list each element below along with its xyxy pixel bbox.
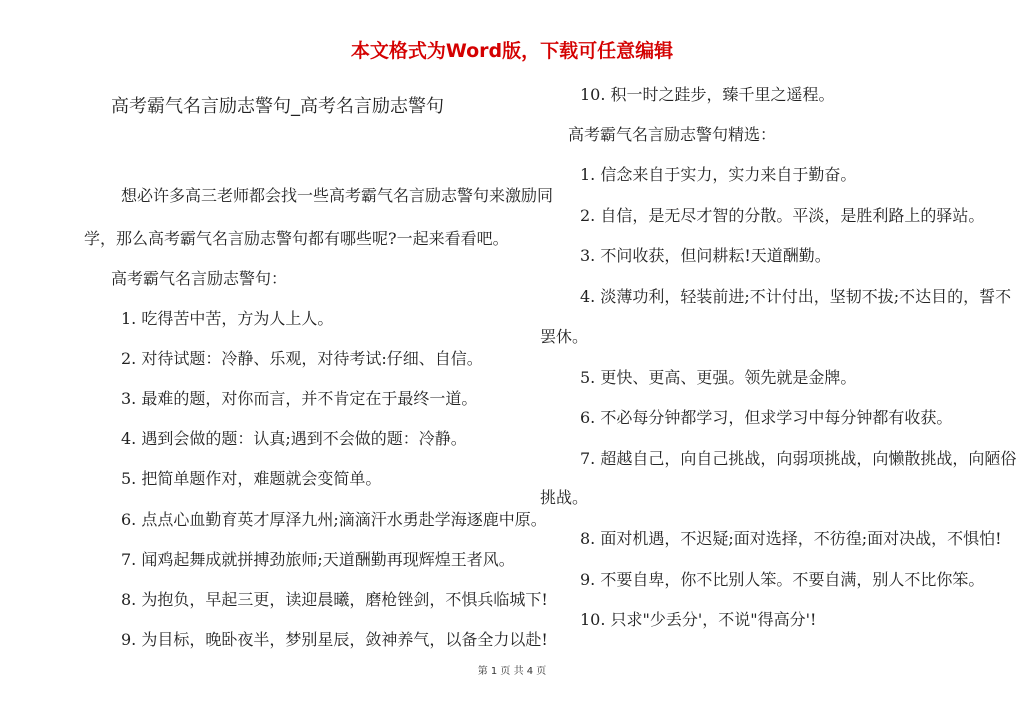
list-item: 10. 只求"少丢分'，不说"得高分'! (580, 610, 817, 629)
list-item: 7. 闻鸡起舞成就拼搏劲旅师;天道酬勤再现辉煌王者风。 (121, 550, 515, 569)
list-item: 4. 淡薄功利，轻装前进;不计付出，坚韧不拔;不达目的，誓不 (580, 287, 1012, 306)
document-title: 高考霸气名言励志警句_高考名言励志警句 (111, 96, 444, 117)
list-item: 2. 对待试题：冷静、乐观，对待考试:仔细、自信。 (121, 349, 483, 368)
list-item-continued: 挑战。 (540, 488, 589, 507)
list-item: 6. 不必每分钟都学习，但求学习中每分钟都有收获。 (580, 408, 953, 427)
list-item: 7. 超越自己，向自己挑战，向弱项挑战，向懒散挑战，向陋俗 (580, 449, 1017, 468)
list-item-continued: 罢休。 (540, 327, 589, 346)
page-number: 第 1 页 共 4 页 (477, 666, 547, 677)
list-item: 2. 自信，是无尽才智的分散。平淡，是胜利路上的驿站。 (580, 206, 985, 225)
download-banner: 本文格式为Word版，下载可任意编辑 (350, 40, 674, 62)
list-item: 9. 不要自卑，你不比别人笨。不要自满，别人不比你笨。 (580, 570, 985, 589)
list-item: 10. 积一时之跬步，臻千里之遥程。 (580, 85, 835, 104)
list-item: 9. 为目标，晚卧夜半，梦别星辰，敛神养气，以备全力以赴! (121, 630, 548, 649)
list-item: 1. 信念来自于实力，实力来自于勤奋。 (580, 165, 857, 184)
intro-line-2: 学，那么高考霸气名言励志警句都有哪些呢?一起来看看吧。 (84, 229, 509, 248)
list-item: 8. 面对机遇，不迟疑;面对选择，不彷徨;面对决战，不惧怕! (580, 529, 1002, 548)
list-item: 6. 点点心血勤育英才厚泽九州;滴滴汗水勇赴学海逐鹿中原。 (121, 510, 547, 529)
intro-line-1: 想必许多高三老师都会找一些高考霸气名言励志警句来激励同 (121, 186, 554, 205)
list-item: 5. 把简单题作对，难题就会变简单。 (121, 469, 382, 488)
section-heading-1: 高考霸气名言励志警句： (111, 269, 288, 288)
list-item: 3. 不问收获，但问耕耘!天道酬勤。 (580, 246, 831, 265)
section-heading-2: 高考霸气名言励志警句精选： (568, 125, 777, 144)
list-item: 3. 最难的题，对你而言，并不肯定在于最终一道。 (121, 389, 478, 408)
list-item: 8. 为抱负，早起三更，读迎晨曦，磨枪锉剑，不惧兵临城下! (121, 590, 548, 609)
list-item: 4. 遇到会做的题：认真;遇到不会做的题：冷静。 (121, 429, 467, 448)
list-item: 5. 更快、更高、更强。领先就是金牌。 (580, 368, 857, 387)
list-item: 1. 吃得苦中苦，方为人上人。 (121, 309, 334, 328)
